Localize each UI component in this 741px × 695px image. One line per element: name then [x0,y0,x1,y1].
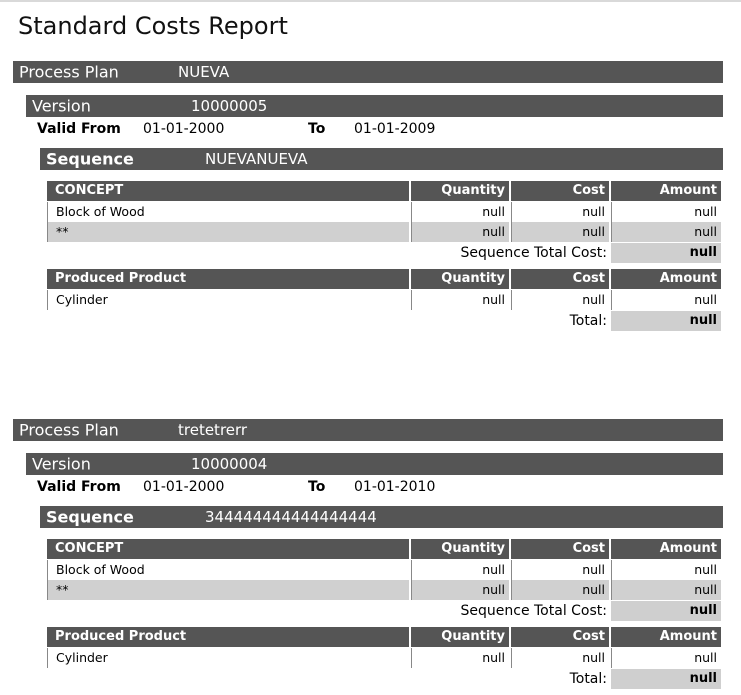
version-label: Version [32,454,91,474]
amount-cell: null [611,580,721,600]
product-total-label: Total: [569,313,607,329]
sequence-label: Sequence [46,507,134,527]
cost-column-header: Cost [511,539,609,559]
product-total-value: null [611,311,721,331]
sequence-total-value: null [611,601,721,621]
valid-from-label: Valid From [37,479,121,495]
valid-to-label: To [308,121,326,137]
table-row [47,560,721,580]
cost-cell: null [511,290,609,310]
quantity-cell: null [411,202,509,222]
sequence-header [40,148,723,170]
table-row [47,222,721,242]
process-plan-name: NUEVA [178,63,230,81]
valid-from-value: 01-01-2000 [143,121,225,137]
version-header [26,453,723,475]
concept-column-header: CONCEPT [47,181,409,201]
cost-column-header: Cost [511,181,609,201]
amount-cell: null [611,222,721,242]
version-value: 10000004 [191,455,268,473]
quantity-cell: null [411,222,509,242]
product-row [47,648,721,668]
version-value: 10000005 [191,97,268,115]
produced-product-column-header: Produced Product [47,269,409,289]
product-cell: Cylinder [47,648,409,668]
sequence-value: 344444444444444444 [205,508,377,526]
concept-cell: ** [47,580,409,600]
amount-column-header: Amount [611,269,721,289]
product-cell: Cylinder [47,290,409,310]
quantity-cell: null [411,290,509,310]
product-total-value: null [611,669,721,689]
product-header-row [47,269,721,289]
product-total-row [47,669,721,689]
quantity-cell: null [411,560,509,580]
cost-cell: null [511,560,609,580]
cost-cell: null [511,648,609,668]
top-border [0,0,741,2]
sequence-label: Sequence [46,149,134,169]
process-plan-header [13,419,723,441]
table-header-row [47,539,721,559]
product-total-label: Total: [569,671,607,687]
quantity-column-header: Quantity [411,269,509,289]
amount-cell: null [611,648,721,668]
product-row [47,290,721,310]
concept-cell: Block of Wood [47,202,409,222]
sequence-header [40,506,723,528]
valid-to-label: To [308,479,326,495]
valid-from-value: 01-01-2000 [143,479,225,495]
sequence-total-row [47,601,721,621]
concept-cell: Block of Wood [47,560,409,580]
sequence-total-label: Sequence Total Cost: [460,245,607,261]
sequence-value: NUEVANUEVA [205,150,308,168]
cost-cell: null [511,580,609,600]
amount-column-header: Amount [611,539,721,559]
quantity-column-header: Quantity [411,181,509,201]
validity-row [0,121,741,141]
table-row [47,202,721,222]
concept-cell: ** [47,222,409,242]
quantity-column-header: Quantity [411,539,509,559]
cost-column-header: Cost [511,269,609,289]
valid-from-label: Valid From [37,121,121,137]
version-header [26,95,723,117]
quantity-column-header: Quantity [411,627,509,647]
version-label: Version [32,96,91,116]
sequence-total-row [47,243,721,263]
amount-cell: null [611,202,721,222]
amount-cell: null [611,560,721,580]
cost-cell: null [511,202,609,222]
validity-row [0,479,741,499]
product-header-row [47,627,721,647]
product-total-row [47,311,721,331]
process-plan-name: tretetrerr [178,421,248,439]
valid-to-value: 01-01-2009 [354,121,436,137]
amount-column-header: Amount [611,181,721,201]
table-header-row [47,181,721,201]
table-row [47,580,721,600]
valid-to-value: 01-01-2010 [354,479,436,495]
quantity-cell: null [411,648,509,668]
produced-product-column-header: Produced Product [47,627,409,647]
process-plan-label: Process Plan [19,62,119,82]
sequence-total-value: null [611,243,721,263]
amount-column-header: Amount [611,627,721,647]
process-plan-header [13,61,723,83]
report-title: Standard Costs Report [18,12,288,40]
concept-column-header: CONCEPT [47,539,409,559]
cost-column-header: Cost [511,627,609,647]
quantity-cell: null [411,580,509,600]
sequence-total-label: Sequence Total Cost: [460,603,607,619]
cost-cell: null [511,222,609,242]
process-plan-label: Process Plan [19,420,119,440]
amount-cell: null [611,290,721,310]
